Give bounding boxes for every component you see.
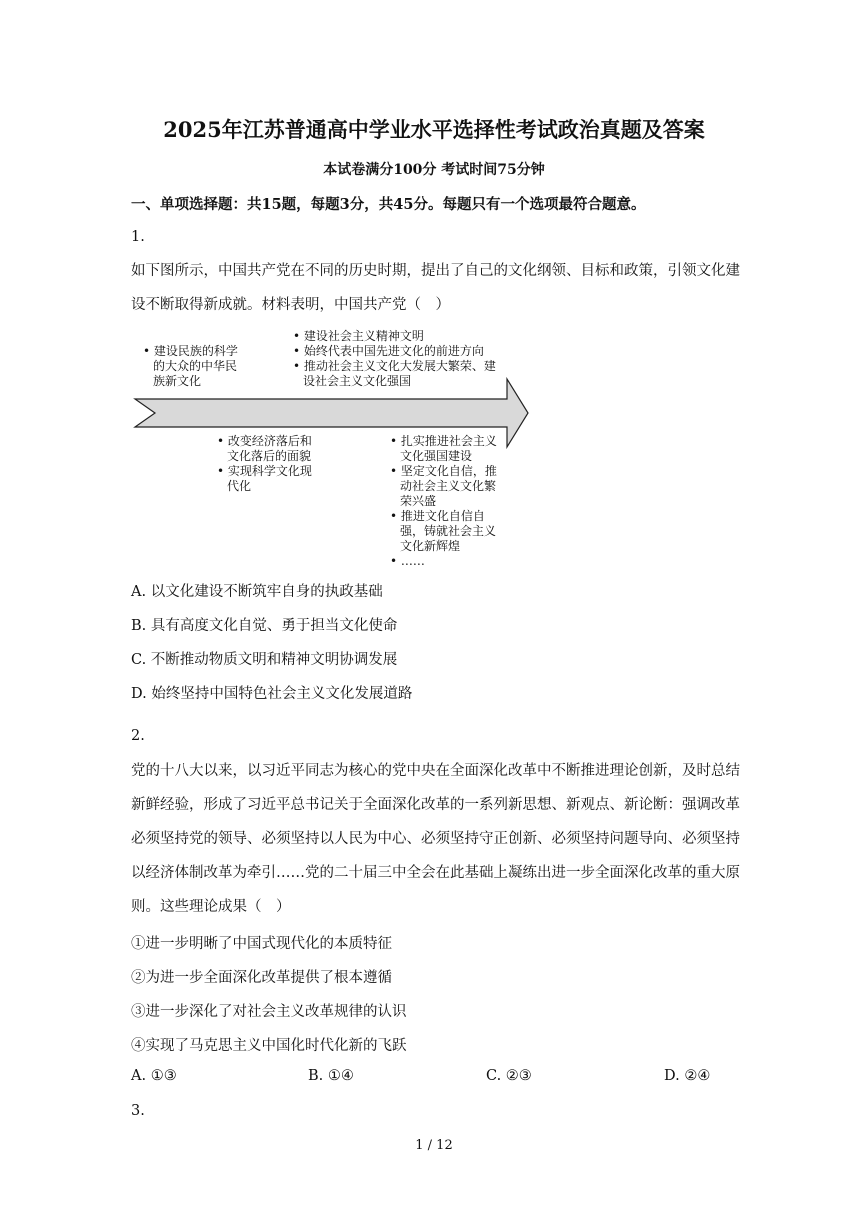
question-1-option-d: D. 始终坚持中国特色社会主义文化发展道路 (131, 686, 413, 702)
question-1-option-c: C. 不断推动物质文明和精神文明协调发展 (131, 652, 398, 668)
question-2-statement-2: ②为进一步全面深化改革提供了根本遵循 (131, 970, 392, 986)
question-1-option-a: A. 以文化建设不断筑牢自身的执政基础 (131, 584, 383, 600)
question-3-number: 3. (131, 1103, 145, 1119)
figure-top-left (143, 344, 239, 389)
figure-item: • 坚定文化自信，推动社会主义文化繁荣兴盛 (390, 464, 497, 508)
question-2-stem: 党的十八大以来，以习近平同志为核心的党中央在全面深化改革中不断推进理论创新，及时总结新鲜经验，形成了习近平总书记关于全面深化改革的一系列新思想、新观点、新论断：强调改革必须坚持党的领导、必须坚持以人民为中心、必须坚持守正创新、必须坚持问题导向、必须坚持以经济体制改革为牵引……党的二十届三中全会在此基础上凝练出进一步全面深化改革的重大原则。这些理论成果（ ） (131, 763, 740, 915)
figure-bottom-right (390, 434, 502, 569)
exam-info: 本试卷满分100分 考试时间75分钟 (323, 162, 545, 178)
question-2-statement-3: ③进一步深化了对社会主义改革规律的认识 (131, 1004, 407, 1020)
page-title: 2025年江苏普通高中学业水平选择性考试政治真题及答案 (163, 117, 705, 142)
question-1-number: 1. (131, 229, 145, 245)
figure-item: • 建设民族的科学的大众的中华民族新文化 (143, 344, 238, 388)
figure-item: • 实现科学文化现代化 (217, 464, 312, 493)
figure-item: • …… (390, 554, 425, 568)
question-2-number: 2. (131, 728, 145, 744)
section-heading: 一、单项选择题：共15题，每题3分，共45分。每题只有一个选项最符合题意。 (131, 196, 646, 213)
figure-item: • 始终代表中国先进文化的前进方向 (293, 344, 484, 358)
figure-item: • 改变经济落后和文化落后的面貌 (217, 434, 312, 463)
question-2-statement-1: ①进一步明晰了中国式现代化的本质特征 (131, 936, 392, 952)
figure-item: • 推动社会主义文化大发展大繁荣、建设社会主义文化强国 (293, 359, 496, 388)
figure-item: • 扎实推进社会主义文化强国建设 (390, 434, 497, 463)
figure-top-right (293, 329, 503, 389)
question-1-option-b: B. 具有高度文化自觉、勇于担当文化使命 (131, 618, 398, 634)
page-number: 1 / 12 (415, 1138, 453, 1153)
question-2-statement-4: ④实现了马克思主义中国化时代化新的飞跃 (131, 1038, 407, 1054)
figure-item: • 推进文化自信自强，铸就社会主义文化新辉煌 (390, 509, 497, 553)
question-2-choice-a: A. ①③ (131, 1068, 177, 1084)
figure-bottom-left (217, 434, 313, 494)
question-1-stem: 如下图所示，中国共产党在不同的历史时期，提出了自己的文化纲领、目标和政策，引领文化建设不断取得新成就。材料表明，中国共产党（ ） (131, 263, 740, 313)
question-2-choice-d: D. ②④ (664, 1068, 711, 1084)
figure-item: • 建设社会主义精神文明 (293, 329, 424, 343)
question-2-choice-b: B. ①④ (308, 1068, 354, 1084)
question-2-choice-c: C. ②③ (486, 1068, 532, 1084)
question-1-figure (131, 322, 531, 568)
